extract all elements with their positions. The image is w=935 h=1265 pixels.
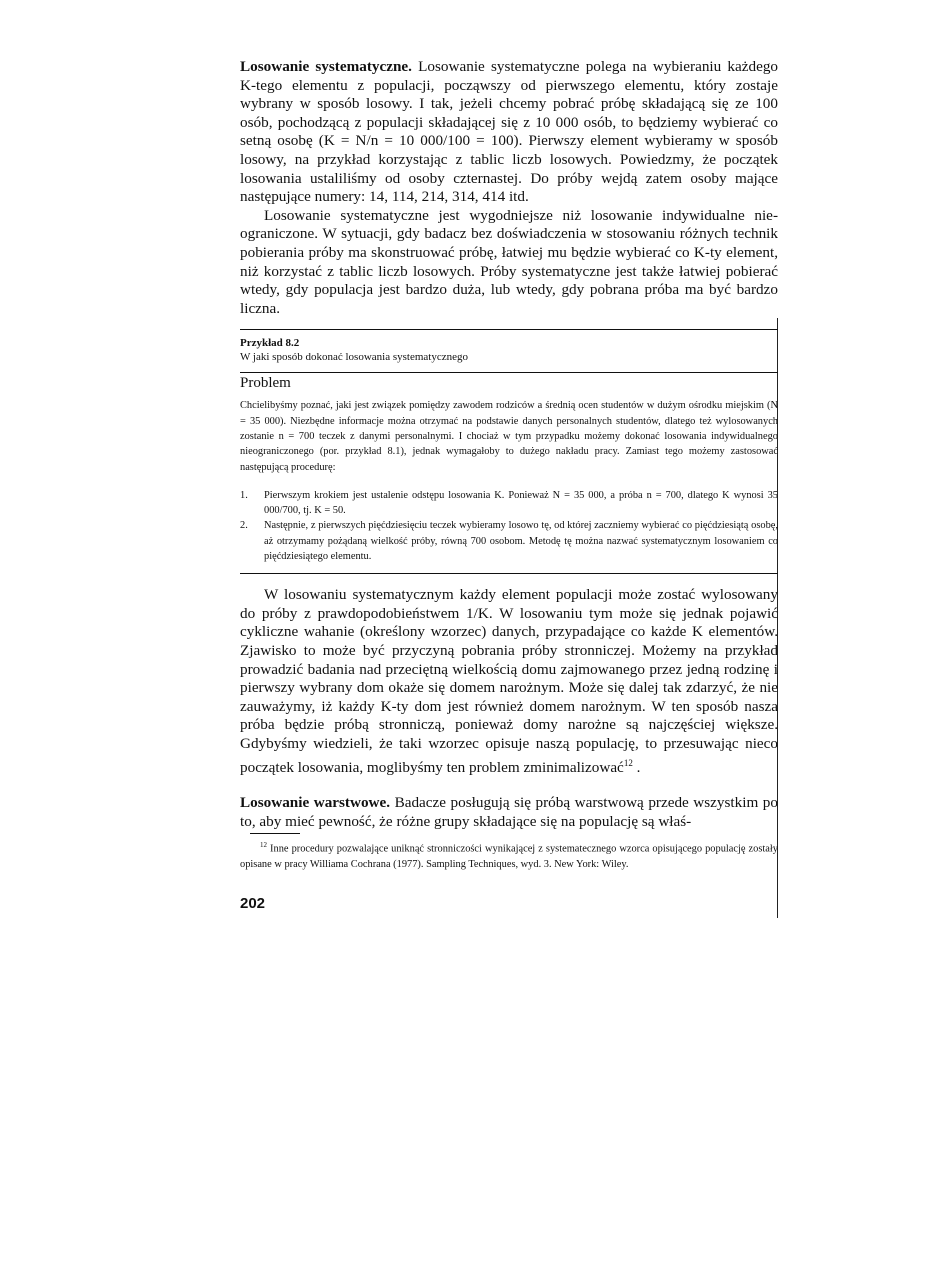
footnote — [240, 838, 778, 872]
heading-systematic-sampling: Losowanie systematyczne. — [240, 58, 412, 75]
problem-rule — [240, 372, 778, 373]
example-subtitle: W jaki sposób dokonać losowania systematycznego — [240, 351, 468, 364]
procedure-step — [240, 488, 778, 519]
text-bias-end: . — [632, 758, 641, 776]
footnote-reference: 12 — [623, 757, 633, 768]
text-stratified-sampling: Badacze posługują się próbą warstwową przede wszystkim po to, aby mieć pewność, że różne grupy składające się na populację są właś- — [240, 794, 778, 830]
book-page — [240, 58, 778, 912]
problem-label: Problem — [240, 375, 291, 392]
text-bias: W losowaniu systematycznym każdy element populacji może zostać wylosowany do próby z prawdopodobieństwem 1/K. W losowaniu tym może się jednak pojawić cykliczne wahanie (określony wzorzec) danych, przypadające co każde K elementów. Zjawisko to może być przyczyną pobrania próby stronniczej. Możemy na przykład prowadzić badania nad przeciętną wielkością domu zajmowanego przez jedną rodzinę i pierwszy wybrany dom okaże się domem narożnym. Może się dalej tak zdarzyć, że nie zauważymy, iż każdy K-ty dom jest również domem narożnym. W ten sposób nasza próba będzie próbą stronniczą, ponieważ domy narożne są najczęściej większe. Gdybyśmy wiedzieli, że taki wzorzec opisuje naszą populację, to przesuwając nieco początek losowania, moglibyśmy ten problem zminimalizować — [240, 586, 778, 776]
paragraph-stratified-sampling — [240, 794, 778, 831]
example-bottom-rule — [240, 573, 778, 574]
footnote-mark: 12 — [260, 841, 267, 850]
problem-text: Chcielibyśmy poznać, jaki jest związek pomiędzy zawodem rodziców a średnią ocen studentów w dużym ośrodku miejskim (N = 35 000). Niezbędne informacje można otrzymać na podstawie danych personalnych studentów, dlatego też wylosowanych zostanie n = 700 teczek z danymi personalnymi. I chociaż w tym przypadku możemy dokonać losowania indywidualnego nieograniczonego (por. przykład 8.1), jednak wymagałoby to dużego nakładu pracy. Zamiast tego możemy zastosować następującą procedurę: — [240, 400, 778, 473]
paragraph-bias — [240, 586, 778, 777]
example-header — [240, 336, 778, 364]
page-number: 202 — [240, 894, 266, 912]
text-systematic-sampling: Losowanie systematyczne polega na wybieraniu każdego K-tego elementu z populacji, począwszy od pierwszego elementu, który zostaje wybrany w sposób losowy. I tak, jeżeli chcemy pobrać próbę składającą się ze 100 osób, pochodzącą z populacji składającej się z 10 000 osób, to będziemy wybierać co setną osobę (K = N/n = 10 000/100 = 100). Pierwszy element wybieramy w sposób losowy, na przykład korzystając z tablic liczb losowych. Powiedzmy, że początek losowania ustaliliśmy od osoby czternastej. Do próby wejdą zatem osoby mające następujące numery: 14, 114, 214, 314, 414 itd. — [240, 58, 779, 206]
step-text: Następnie, z pierwszych pięćdziesięciu teczek wybieramy losowo tę, od której zaczniemy wybierać co pięćdziesiątą osobę, aż otrzymamy pożądaną wielkość próby, równą 700 osobom. Metodę tę można nazwać systematycznym losowaniem co pięćdziesiątego elementu. — [264, 520, 778, 562]
step-number: 2. — [240, 520, 248, 532]
example-title: Przykład 8.2 — [240, 337, 300, 350]
paragraph-systematic-sampling — [240, 58, 778, 207]
step-number: 1. — [240, 489, 248, 501]
step-text: Pierwszym krokiem jest ustalenie odstępu losowania K. Ponieważ N = 35 000, a próba n = 700, dlatego K wynosi 35 000/700, tj. K = 50. — [264, 489, 778, 517]
procedure-step — [240, 518, 778, 564]
procedure-steps — [240, 488, 778, 564]
paragraph-convenience: Losowanie systematyczne jest wygodniejsze niż losowanie indywidualne nieograniczone. W sytuacji, gdy badacz bez doświadczenia w stosowaniu różnych technik pobierania próby ma skonstruować próbę, łatwiej mu będzie wybierać co K-ty element, niż korzystać z tablic liczb losowych. Próby systematyczne jest także łatwiej pobierać wtedy, gdy populacja jest bardzo duża, lub wtedy, gdy pobrana próba ma być bardzo liczna. — [240, 206, 778, 317]
heading-stratified-sampling: Losowanie warstwowe. — [240, 794, 391, 812]
example-top-rule — [240, 329, 778, 330]
footnote-text: Inne procedury pozwalające uniknąć stronniczości wynikającej z systematecznego wzorca opisującego populację zostały opisane w pracy Williama Cochrana (1977). Sampling Techniques, wyd. 3. New York: Wiley. — [240, 843, 778, 871]
footnote-rule — [250, 833, 300, 834]
